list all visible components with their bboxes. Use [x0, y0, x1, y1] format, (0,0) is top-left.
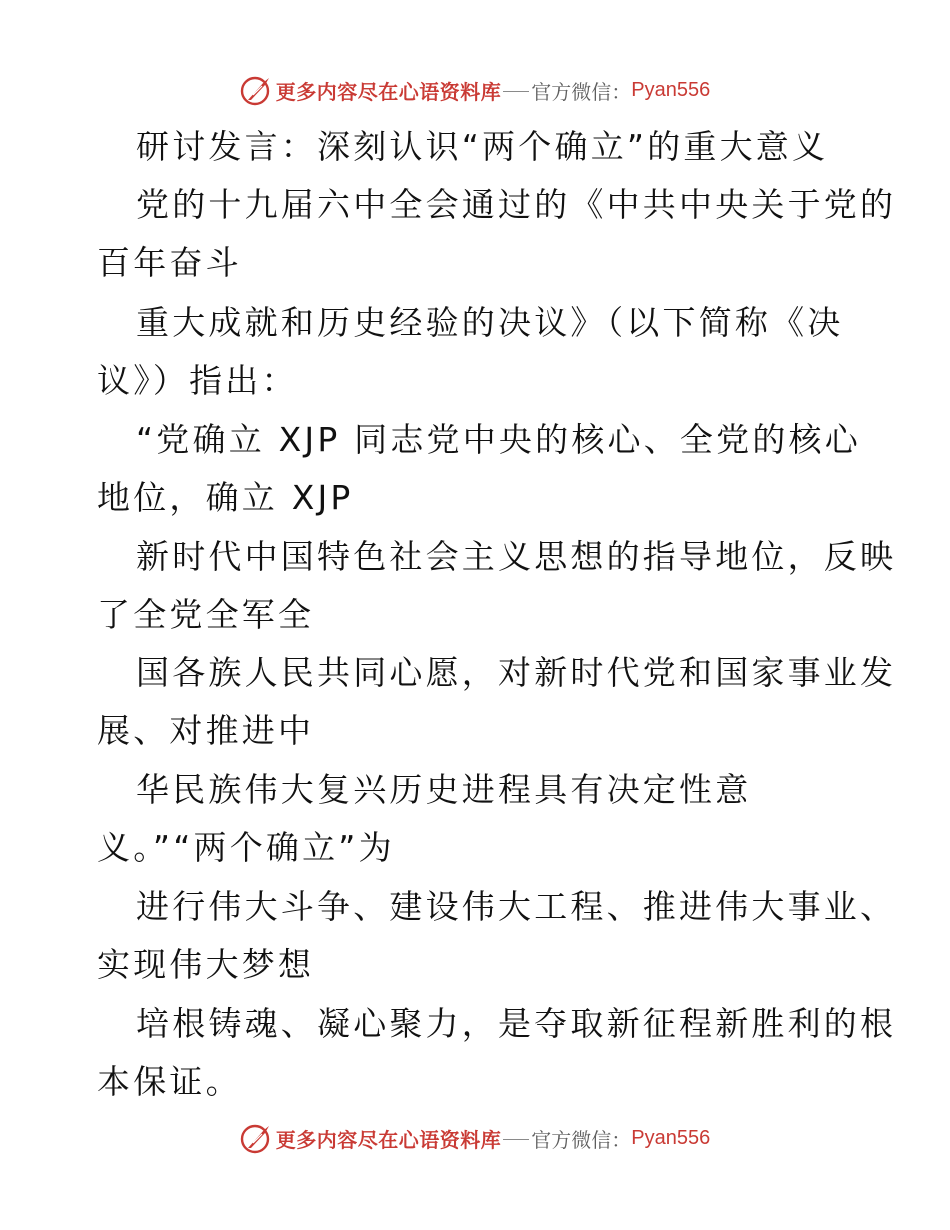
doc-line: 培根铸魂、凝心聚力，是夺取新征程新胜利的根: [136, 1004, 897, 1043]
doc-line: 党的十九届六中全会通过的《中共中央关于党的: [136, 185, 897, 224]
doc-line: 国各族人民共同心愿，对新时代党和国家事业发: [136, 653, 897, 692]
quill-logo-icon: [240, 73, 274, 107]
doc-line: 实现伟大梦想: [97, 945, 315, 984]
doc-line: 义。”“两个确立”为: [97, 828, 395, 867]
doc-line: 新时代中国特色社会主义思想的指导地位，反映: [136, 537, 897, 576]
header-banner: [0, 70, 950, 110]
doc-line: 本保证。: [97, 1062, 242, 1101]
footer-wechat-label: 官方微信：: [531, 1127, 632, 1152]
doc-line: 议》）指出：: [97, 361, 298, 400]
header-dash: [503, 91, 529, 92]
quill-logo-icon: [240, 1121, 274, 1155]
doc-line: “党确立 XJP 同志党中央的核心、全党的核心: [136, 420, 861, 459]
footer-wechat-id: Pyan556: [631, 1126, 711, 1149]
footer-dash: [503, 1139, 529, 1140]
doc-line-title: 研讨发言：深刻认识“两个确立”的重大意义: [136, 127, 829, 166]
header-wechat-label: 官方微信：: [531, 79, 632, 104]
doc-line: 百年奋斗: [97, 243, 242, 282]
header-wechat-id: Pyan556: [631, 78, 711, 101]
doc-line: 华民族伟大复兴历史进程具有决定性意: [136, 770, 752, 809]
header-brand-text: 更多内容尽在心语资料库: [275, 79, 502, 104]
doc-line: 了全党全军全: [97, 595, 315, 634]
doc-line: 重大成就和历史经验的决议》（以下简称《决: [136, 303, 844, 342]
doc-line: 进行伟大斗争、建设伟大工程、推进伟大事业、: [136, 887, 897, 926]
footer-banner: [0, 1118, 950, 1158]
doc-line: 展、对推进中: [97, 711, 315, 750]
doc-line: 地位，确立 XJP: [97, 478, 354, 517]
footer-brand-text: 更多内容尽在心语资料库: [275, 1127, 502, 1152]
